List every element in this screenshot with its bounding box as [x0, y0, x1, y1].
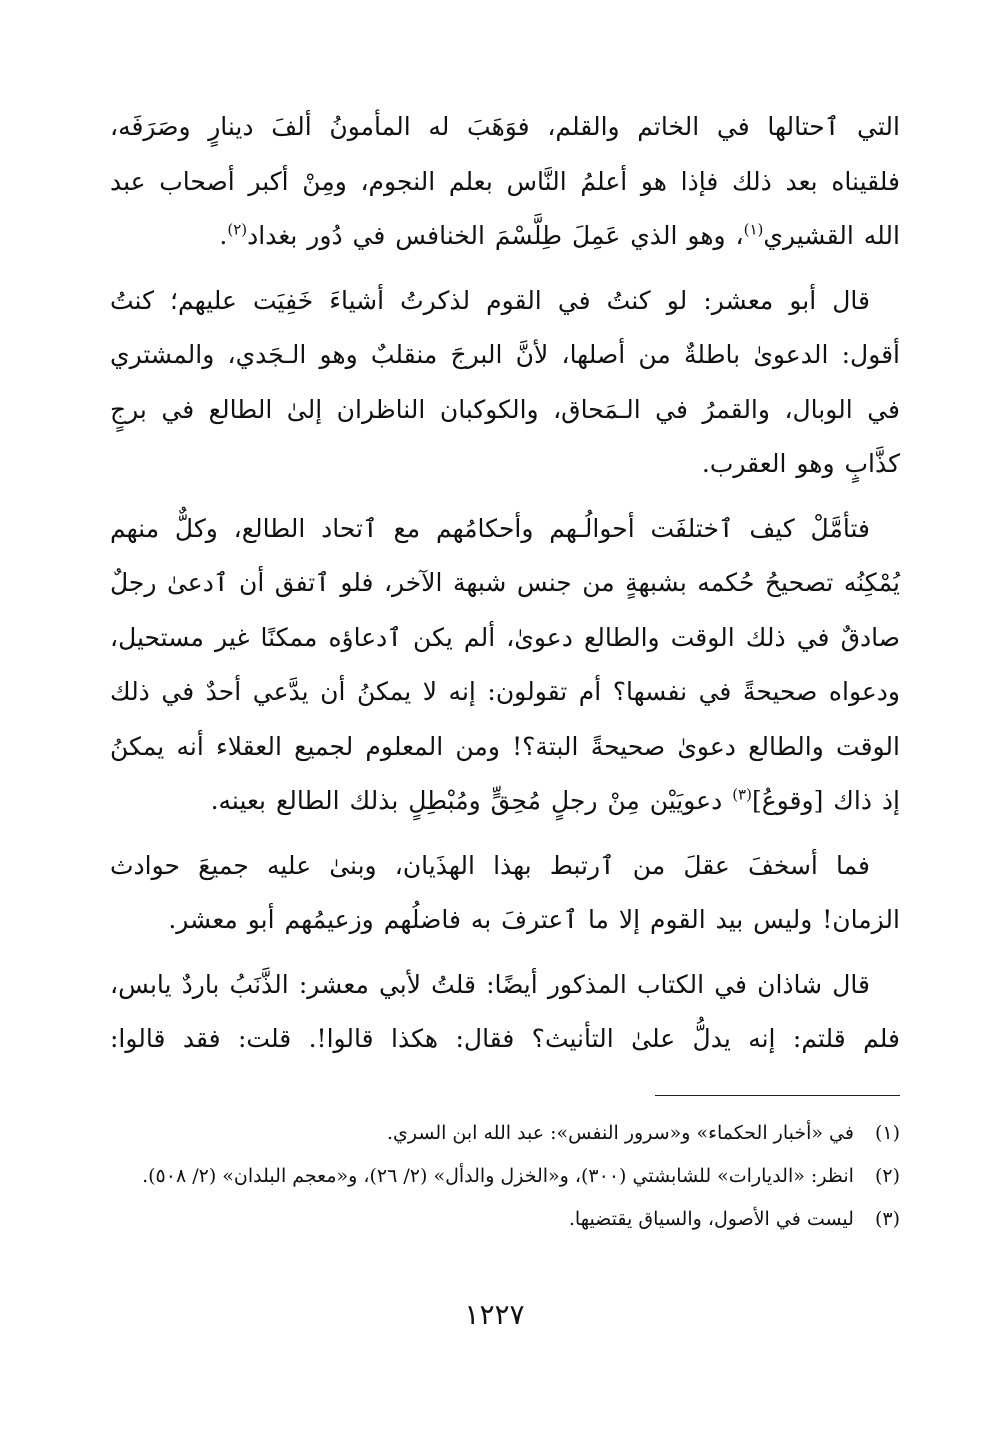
text-run: . [219, 221, 228, 250]
text-run: التي ٱحتالها في الخاتم والقلم، فوَهَبَ له المأمونُ ألفَ دينارٍ وصَرَفَه، فلقيناه بعد ذلك فإذا هو أعلمُ النَّاس بعلم النجوم، ومِنْ أكبر أصحاب عبد الله القشيري [110, 112, 900, 250]
paragraph-3 [110, 502, 900, 829]
text-run: دعويَيْن مِنْ رجلٍ مُحِقٍّ ومُبْطِلٍ بذلك الطالع بعينه. [210, 786, 733, 815]
footnote-3 [110, 1198, 900, 1241]
footnote-ref-3[interactable]: (٣) [732, 785, 752, 804]
text-run: ، وهو الذي عَمِلَ طِلَّسْمَ الخنافس في دُور بغداد [247, 221, 744, 250]
footnote-1 [110, 1112, 900, 1155]
footnote-number: (٣) [874, 1208, 900, 1230]
text-run: فتأمَّلْ كيف ٱختلفَت أحوالُـهم وأحكامُهم مع ٱتحاد الطالع، وكلٌّ منهم يُمْكِنُه تصحيحُ حُكمه بشبهةٍ من جنس شبهة الآخر، فلو ٱتفق أن ٱدعىٰ رجلٌ صادقٌ في ذلك الوقت والطالع دعوىٰ، ألم يكن ٱدعاؤه ممكنًا غير مستحيل، ودعواه صحيحةً في نفسها؟ أم تقولون: إنه لا يمكنُ أن يدَّعي أحدٌ في ذلك الوقت والطالع دعوىٰ صحيحةً البتة؟! ومن المعلوم لجميع العقلاء أنه يمكنُ إذ ذاك [وقوعُ] [110, 513, 900, 815]
paragraph-2 [110, 274, 900, 492]
main-text [110, 100, 900, 1077]
text-run: قال شاذان في الكتاب المذكور أيضًا: قلتُ لأبي معشر: الذَّنَبُ باردٌ يابس، فلم قلتم: إنه يدلُّ علىٰ التأنيث؟ فقال: هكذا قالوا!. قلت: فقد قالوا: [110, 969, 900, 1053]
footnote-separator [655, 1095, 900, 1096]
footnote-ref-2[interactable]: (٢) [227, 220, 248, 239]
paragraph-5 [110, 958, 900, 1067]
footnote-number: (٢) [874, 1165, 900, 1187]
page-number: ١٢٢٧ [464, 1298, 525, 1331]
paragraph-4 [110, 839, 900, 948]
footnote-ref-1[interactable]: (١) [743, 220, 764, 239]
footnote-text: في «أخبار الحكماء» و«سرور النفس»: عبد الله ابن السري. [386, 1122, 854, 1144]
text-run: قال أبو معشر: لو كنتُ في القوم لذكرتُ أشياءَ خَفِيَت عليهم؛ كنتُ أقول: الدعوىٰ باطلةٌ من أصلها، لأنَّ البرجَ منقلبٌ وهو الـجَدي، والمشتري في الوبال، والقمرُ في الـمَحاق، والكوكبان الناظران إلىٰ الطالع في برجٍ كذَّابٍ وهو العقرب. [110, 285, 900, 478]
paragraph-1 [110, 100, 900, 264]
footnotes [110, 1112, 900, 1241]
footnote-number: (١) [874, 1122, 900, 1144]
footnote-2 [110, 1155, 900, 1198]
footnote-text: انظر: «الديارات» للشابشتي (٣٠٠)، و«الخزل والدأل» (٢/ ٢٦)، و«معجم البلدان» (٢/ ٥٠٨). [142, 1165, 854, 1187]
footnote-text: ليست في الأصول، والسياق يقتضيها. [568, 1208, 854, 1230]
text-run: فما أسخفَ عقلَ من ٱرتبط بهذا الهذَيان، وبنىٰ عليه جميعَ حوادث الزمان! وليس بيد القوم إلا ما ٱعترفَ به فاضلُهم وزعيمُهم أبو معشر. [110, 850, 900, 934]
